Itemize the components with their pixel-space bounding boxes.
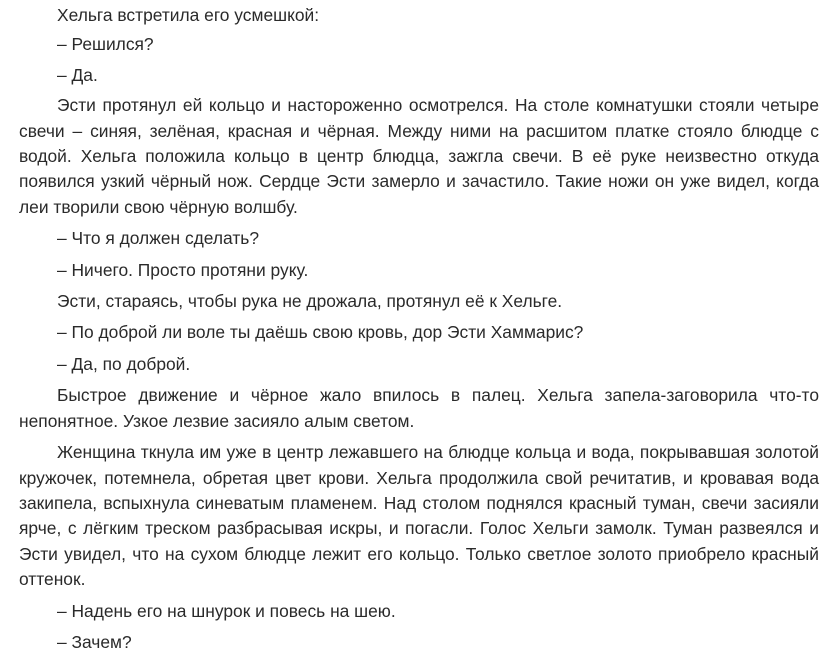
paragraph-narration: Эсти протянул ей кольцо и настороженно осмотрелся. На столе комнатушки стояли четыре свечи – синяя, зелёная, красная и чёрная. Между ними на расшитом платке стояло блюдце с водой. Хельга положила кольцо в центр блюдца, зажгла свечи. В её руке неизвестно откуда появился узкий чёрный нож. Сердце Эсти замерло и зачастило. Такие ножи он уже видел, когда леи творили свою чёрную волшбу. (19, 95, 819, 217)
paragraph-dialogue: – Надень его на шнурок и повесь на шею. (57, 600, 396, 621)
paragraph-narration: Эсти, стараясь, чтобы рука не дрожала, протянул её к Хельге. (57, 291, 563, 312)
paragraph-dialogue: – Что я должен сделать? (57, 228, 260, 249)
paragraph-dialogue: – Да. (57, 64, 98, 85)
paragraph-dialogue: – По доброй ли воле ты даёшь свою кровь, дор Эсти Хаммарис? (57, 322, 584, 343)
paragraph-narration: Хельга встретила его усмешкой: (57, 5, 320, 25)
paragraph-narration: Женщина ткнула им уже в центр лежавшего на блюдце кольца и вода, покрывавшая золотой кружочек, потемнела, обретая цвет крови. Хельга продолжила свой речитатив, и кровавая вода закипела, вспыхнула синеватым пламенем. Над столом поднялся красный туман, свечи засияли ярче, с лёгким треском разбрасывая искры, и погасли. Голос Хельги замолк. Туман развеялся и Эсти увидел, что на сухом блюдце лежит его кольцо. Только светлое золото приобрело красный оттенок. (19, 442, 819, 590)
paragraph-dialogue: – Решился? (57, 34, 154, 55)
paragraph-dialogue: – Да, по доброй. (57, 353, 191, 374)
paragraph-narration: Быстрое движение и чёрное жало впилось в палец. Хельга запела-заговорила что-то непонятное. Узкое лезвие засияло алым светом. (19, 385, 819, 431)
paragraph-dialogue: – Ничего. Просто протяни руку. (57, 259, 309, 280)
paragraph-dialogue: – Зачем? (57, 631, 132, 652)
